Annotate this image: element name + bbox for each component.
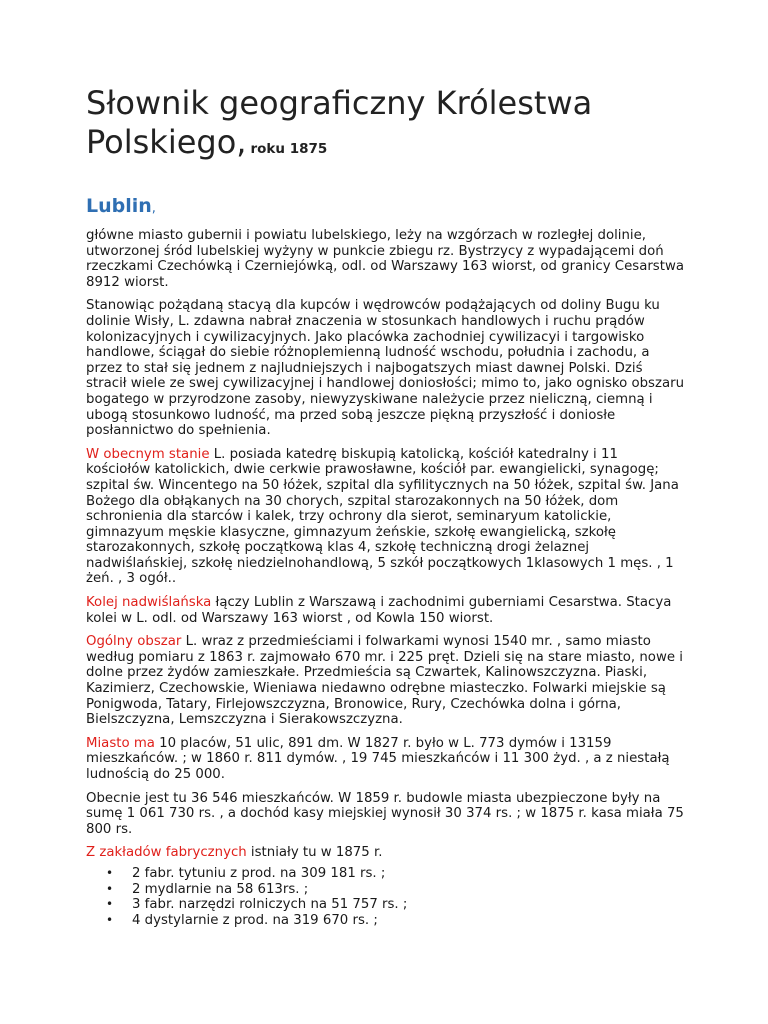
paragraph-area-text: L. wraz z przedmieściami i folwarkami wynosi 1540 mr. , samo miasto według pomiaru z 1863 r. zajmowało 670 mr. i 225 pręt. Dzieli się na stare miasto, nowe i dolne przez żydów zamieszkałe. Przedmieścia są Czwartek, Kalinowszczyzna. Piaski, Kazimierz, Czechowskie, Wieniawa niedawno odrębne miasteczko. Folwarki miejskie są Ponigwoda, Tatary, Firlejowszczyzna, Bronowice, Rury, Czechówka dolna i górna, Bielszczyzna, Lemszczyzna i Sierakowszczyzna. [86,634,683,728]
paragraph-city [86,736,686,783]
paragraph-factories [86,845,686,861]
list-item-text: 2 fabr. tytuniu z prod. na 309 181 rs. ; [132,865,386,881]
paragraph-institutions [86,447,686,587]
entry-name: Lublin [86,195,152,217]
paragraph-population: Obecnie jest tu 36 546 mieszkańców. W 1859 r. budowle miasta ubezpieczone były na sumę 1 061 730 rs. , a dochód kasy miejskiej wynosił 30 374 rs. ; w 1875 r. kasa miała 75 800 rs. [86,790,684,837]
section-label-city: Miasto ma [86,735,155,751]
section-label-current-state: W obecnym stanie [86,446,210,462]
list-item [106,912,686,929]
title-text: Słownik geograficzny Królestwa Polskiego, [86,84,593,161]
section-label-railway: Kolej nadwiślańska [86,595,212,611]
bullet-icon: • [106,881,114,896]
title-year: roku 1875 [250,141,328,157]
factories-list [86,866,686,928]
list-item-text: 2 mydlarnie na 58 613rs. ; [132,881,309,897]
paragraph-area [86,634,686,728]
bullet-icon: • [106,912,114,927]
list-item [106,897,686,913]
paragraph-institutions-text: L. posiada katedrę biskupią katolicką, kościół katedralny i 11 kościołów katolickich, dwie cerkwie prawosławne, kościół par. ewangielicki, synagogę; szpital św. Wincentego na 50 łóżek, szpital dla syfilitycznych na 50 łóżek, szpital św. Jana Bożego dla obłąkanych na 30 chorych, szpital starozakonnych na 50 łóżek, dom schronienia dla starców i kalek, trzy ochrony dla sierot, seminaryum katolickie, gimnazyum męskie klasyczne, gimnazyum żeńskie, szkołę ewangielicką, szkołę starozakonnych, szkołę początkową klas 4, szkołę techniczną drogi żelaznej nadwiślańskiej, szkołę niedzielnohandlową, 5 szkół początkowych 1klasowych 1 męs. , 1 żeń. , 3 ogół.. [86,446,679,587]
paragraph-city-text: 10 placów, 51 ulic, 891 dm. W 1827 r. było w L. 773 dymów i 13159 mieszkańców. ; w 1860 r. 811 dymów. , 19 745 mieszkańców i 11 300 żyd. , a z niestałą ludnością do 25 000. [86,735,670,782]
paragraph-intro: główne miasto gubernii i powiatu lubelskiego, leży na wzgórzach w rozległej dolinie, utworzonej śród lubelskiej wyżyny w punkcie zbiegu rz. Bystrzycy z wypadającemi doń rzeczkami Czechówką i Czerniejówką, odl. od Warszawy 163 wiorst, od granicy Cesarstwa 8912 wiorst. [86,228,684,290]
section-label-area: Ogólny obszar [86,634,182,650]
document-title [86,84,686,169]
document-page [86,84,686,928]
list-item [106,881,686,898]
entry-comma: , [151,201,156,216]
section-label-factories: Z zakładów fabrycznych [86,845,247,861]
entry-heading [86,194,686,221]
list-item-text: 4 dystylarnie z prod. na 319 670 rs. ; [132,912,378,928]
paragraph-history: Stanowiąc pożądaną stacyą dla kupców i wędrowców podążających od doliny Bugu ku dolinie Wisły, L. zdawna nabrał znaczenia w stosunkach handlowych i ruchu prądów kolonizacyjnych i cywilizacyjnych. Jako placówka zachodniej cywilizacyi i targowisko handlowe, ściągał do siebie różnoplemienną ludność wschodu, południa i zachodu, a przez to stał się jednem z najludniejszych i najbogatszych miast dawnej Polski. Dziś stracił wiele ze swej cywilizacyjnej i handlowej doniosłości; mimo to, jako ognisko obszaru bogatego w przyrodzone zasoby, niewyzyskiwane należycie przez nieliczną, ciemną i ubogą stosunkowo ludność, ma przed sobą jeszcze piękną przyszłość i doniosłe posłannictwo do spełnienia. [86,298,684,439]
paragraph-factories-text: istniały tu w 1875 r. [246,845,383,861]
bullet-icon: • [106,865,114,880]
paragraph-railway-text: łączy Lublin z Warszawą i zachodnimi guberniami Cesarstwa. Stacya kolei w L. odl. od Warszawy 163 wiorst , od Kowla 150 wiorst. [86,595,672,626]
list-item [106,865,686,882]
list-item-text: 3 fabr. narzędzi rolniczych na 51 757 rs. ; [132,897,408,913]
paragraph-railway [86,595,686,626]
bullet-icon: • [106,897,114,912]
